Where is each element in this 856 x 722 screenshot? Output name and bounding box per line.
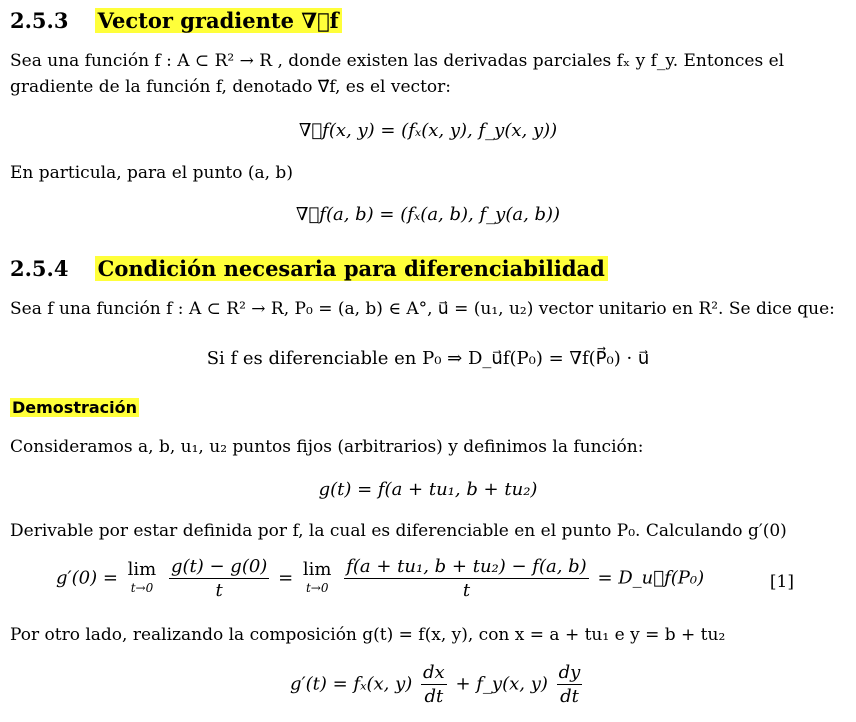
section-title: Condición necesaria para diferenciabilidad [95,256,608,281]
paragraph-hypothesis: Sea f una función f : A ⊂ R² → R, P₀ = (a, b) ∈ A°, u⃗ = (u₁, u₂) vector unitario en R². Se dice que: [10,299,835,319]
eq-lhs: g′(t) = fₓ(x, y) [290,673,413,695]
fraction-numerator: f(a + tu₁, b + tu₂) − f(a, b) [346,556,587,577]
limit-subscript: t→0 [305,580,329,595]
equation-gradient-at-point: ∇⃗f(a, b) = (fₓ(a, b), f_y(a, b)) [295,204,561,225]
equation-g-definition: g(t) = f(a + tu₁, b + tu₂) [318,479,538,500]
proof-title: Demostración [12,398,138,417]
paragraph-gradient-definition: Sea una función f : A ⊂ R² → R , donde existen las derivadas parciales fₓ y f_y. Entonces el gradiente de la función f, denotado ∇⃗f, es el vector: [10,51,785,97]
equation-chain-rule [290,662,585,707]
fraction-denominator: dt [560,686,579,707]
section-title: Vector gradiente ∇⃗f [95,8,342,33]
limit-text: lim [302,558,332,580]
fraction-denominator: t [462,580,471,601]
limit-operator [302,558,332,597]
fraction-dx-dt [421,662,447,707]
paragraph-composition: Por otro lado, realizando la composición g(t) = f(x, y), con x = a + tu₁ e y = b + tu₂ [10,625,726,645]
equals-sign: = [278,567,294,589]
limit-subscript: t→0 [130,580,154,595]
equation-number: [1] [769,572,794,592]
equation-gradient: ∇⃗f(x, y) = (fₓ(x, y), f_y(x, y)) [298,120,558,141]
eq-lhs: g′(0) = [56,567,118,589]
eq-rhs: = D_u⃗f(P₀) [597,567,705,589]
fraction-denominator: dt [424,686,444,707]
fraction-difference [169,556,269,601]
fraction-directional [344,556,588,601]
section-number: 2.5.3 [10,8,69,33]
equation-limit [56,556,704,601]
section-heading-2-5-4 [10,256,608,281]
fraction-denominator: t [215,580,223,601]
paragraph-define-function: Consideramos a, b, u₁, u₂ puntos fijos (arbitrarios) y definimos la función: [10,437,644,457]
paragraph-point: En particula, para el punto (a, b) [10,163,293,183]
section-heading-2-5-3 [10,8,342,33]
proof-heading [10,398,139,417]
fraction-numerator: g(t) − g(0) [170,556,268,577]
limit-operator [127,558,157,597]
paragraph-differentiable: Derivable por estar definida por f, la cual es diferenciable en el punto P₀. Calculando g′(0) [10,521,787,541]
section-number: 2.5.4 [10,256,69,281]
equation-theorem: Si f es diferenciable en P₀ ⇒ D_u⃗f(P₀) = ∇f(P⃗₀) · u⃗ [206,348,650,369]
fraction-numerator: dx [423,662,445,683]
fraction-dy-dt [557,662,583,707]
limit-text: lim [127,558,157,580]
eq-mid: + f_y(x, y) [455,673,548,695]
fraction-numerator: dy [558,662,581,683]
